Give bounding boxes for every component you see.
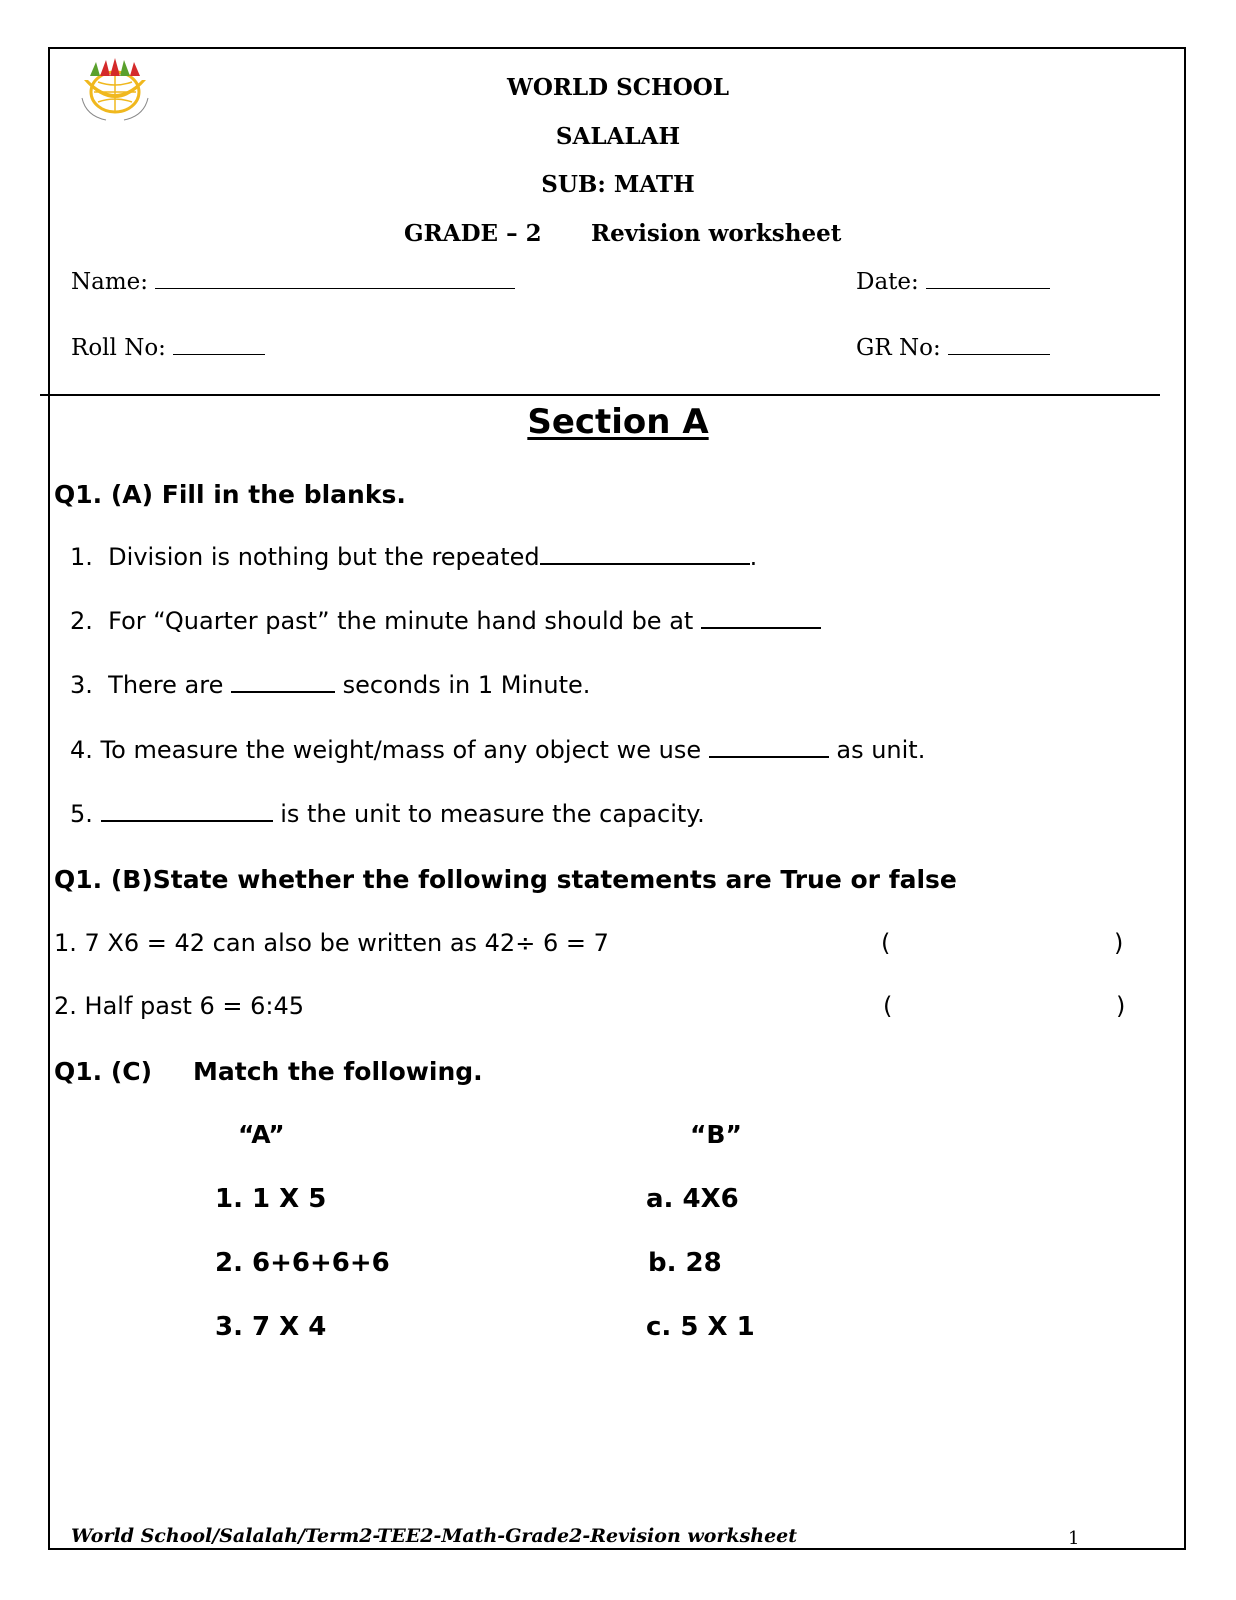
roll-label: Roll No: bbox=[71, 335, 166, 361]
q1a-heading: Q1. (A) Fill in the blanks. bbox=[54, 480, 406, 509]
page-number: 1 bbox=[1068, 1528, 1080, 1549]
match-item-b[interactable]: a. 4X6 bbox=[646, 1184, 739, 1214]
item-text: For “Quarter past” the minute hand should be at bbox=[108, 607, 694, 635]
name-line[interactable] bbox=[155, 268, 515, 289]
item-number: 5. bbox=[70, 800, 93, 828]
answer-blank[interactable] bbox=[231, 691, 335, 693]
answer-blank[interactable] bbox=[701, 627, 821, 629]
item-text-after: . bbox=[749, 543, 758, 571]
column-b-header: “B” bbox=[690, 1120, 742, 1149]
q1c-heading-number: Q1. (C) bbox=[54, 1057, 153, 1086]
answer-blank[interactable] bbox=[540, 563, 750, 565]
item-text-after: as unit. bbox=[836, 736, 926, 764]
item-text: Division is nothing but the repeated bbox=[108, 543, 540, 571]
worksheet-title: Revision worksheet bbox=[591, 220, 842, 247]
fill-item bbox=[70, 607, 821, 635]
gr-field[interactable] bbox=[856, 334, 1050, 361]
answer-blank[interactable] bbox=[101, 820, 273, 822]
fill-item bbox=[70, 800, 705, 828]
roll-line[interactable] bbox=[173, 334, 265, 355]
item-number: 2. bbox=[70, 607, 93, 635]
header-divider bbox=[40, 394, 1160, 396]
match-item-a[interactable]: 1. 1 X 5 bbox=[215, 1184, 327, 1214]
q1c-heading: Match the following. bbox=[193, 1057, 483, 1086]
tf-statement: 1. 7 X6 = 42 can also be written as 42÷ 6 = 7 bbox=[54, 929, 609, 957]
item-number: 4. bbox=[70, 736, 93, 764]
tf-statement: 2. Half past 6 = 6:45 bbox=[54, 992, 305, 1020]
item-text: There are bbox=[108, 671, 224, 699]
match-item-a[interactable]: 2. 6+6+6+6 bbox=[215, 1248, 390, 1278]
name-label: Name: bbox=[71, 269, 149, 295]
fill-item bbox=[70, 543, 757, 571]
school-name: WORLD SCHOOL bbox=[507, 74, 729, 101]
answer-blank[interactable] bbox=[709, 756, 829, 758]
footer-text: World School/Salalah/Term2-TEE2-Math-Grade2-Revision worksheet bbox=[71, 1525, 798, 1547]
date-label: Date: bbox=[856, 269, 919, 295]
fill-item bbox=[70, 736, 925, 764]
item-number: 1. bbox=[70, 543, 93, 571]
tf-answer-close[interactable]: ) bbox=[1116, 992, 1126, 1020]
school-city: SALALAH bbox=[555, 123, 681, 150]
grade-label: GRADE – 2 bbox=[404, 220, 542, 247]
tf-answer-open[interactable]: ( bbox=[881, 929, 891, 957]
q1b-heading: Q1. (B)State whether the following statements are True or false bbox=[54, 865, 957, 894]
item-number: 3. bbox=[70, 671, 93, 699]
tf-answer-open[interactable]: ( bbox=[883, 992, 893, 1020]
roll-field[interactable] bbox=[71, 334, 265, 361]
tf-answer-close[interactable]: ) bbox=[1114, 929, 1124, 957]
match-item-b[interactable]: c. 5 X 1 bbox=[646, 1312, 755, 1342]
item-text-after: is the unit to measure the capacity. bbox=[280, 800, 705, 828]
gr-line[interactable] bbox=[948, 334, 1050, 355]
section-title: Section A bbox=[527, 402, 709, 442]
match-item-a[interactable]: 3. 7 X 4 bbox=[215, 1312, 327, 1342]
match-item-b[interactable]: b. 28 bbox=[648, 1248, 722, 1278]
item-text-after: seconds in 1 Minute. bbox=[342, 671, 591, 699]
gr-label: GR No: bbox=[856, 335, 941, 361]
column-a-header: “A” bbox=[238, 1120, 285, 1149]
name-field[interactable] bbox=[71, 268, 515, 295]
date-line[interactable] bbox=[926, 268, 1050, 289]
date-field[interactable] bbox=[856, 268, 1050, 295]
subject-title: SUB: MATH bbox=[541, 171, 695, 198]
fill-item bbox=[70, 671, 590, 699]
item-text: To measure the weight/mass of any object we use bbox=[100, 736, 702, 764]
